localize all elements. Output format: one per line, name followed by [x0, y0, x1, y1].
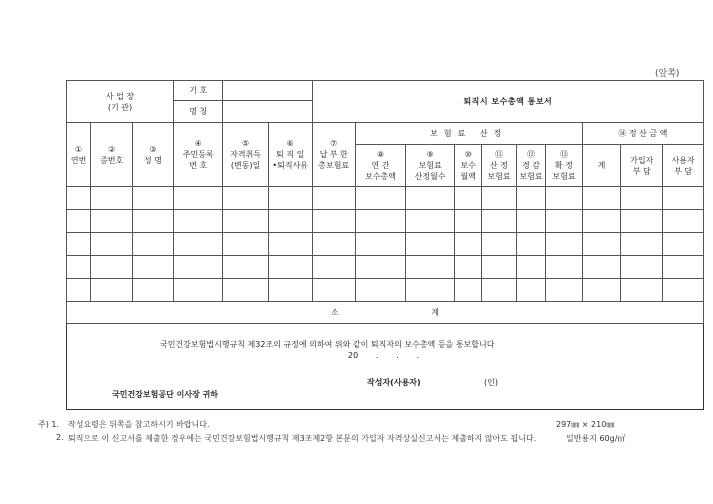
table-cell[interactable] [516, 210, 546, 233]
table-cell[interactable] [546, 279, 582, 302]
table-cell[interactable] [582, 210, 621, 233]
table-cell[interactable] [621, 233, 663, 256]
table-row [67, 210, 704, 233]
table-row [67, 256, 704, 279]
table-cell[interactable] [91, 233, 133, 256]
seal-mark: (인) [484, 378, 498, 387]
table-cell[interactable] [133, 233, 174, 256]
col-final-premium-header: ⑬ 확 정 보험료 [546, 145, 582, 187]
table-cell[interactable] [133, 187, 174, 210]
table-cell[interactable] [482, 256, 516, 279]
table-cell[interactable] [663, 187, 704, 210]
col-annual-pay-header: ⑧ 연 간 보수총액 [355, 145, 406, 187]
table-cell[interactable] [355, 256, 406, 279]
col-monthly-pay-header: ⑩ 보수 월액 [454, 145, 482, 187]
table-cell[interactable] [546, 210, 582, 233]
name-label: 명 칭 [173, 101, 223, 123]
paper-weight: 일반용지 60g/㎡ [566, 434, 626, 443]
col-months-header: ⑨ 보험료 산정월수 [406, 145, 454, 187]
table-cell[interactable] [546, 256, 582, 279]
table-cell[interactable] [173, 279, 223, 302]
table-cell[interactable] [582, 187, 621, 210]
signer-label: 작성자(사용자) [367, 378, 421, 387]
premium-group-header: 보험료 산정 [355, 123, 582, 145]
col-name-header: ③ 성 명 [133, 123, 174, 187]
table-cell[interactable] [223, 233, 268, 256]
table-cell[interactable] [355, 279, 406, 302]
table-cell[interactable] [312, 256, 355, 279]
table-cell[interactable] [406, 256, 454, 279]
code-label: 기 호 [173, 81, 223, 101]
table-cell[interactable] [406, 210, 454, 233]
table-cell[interactable] [355, 187, 406, 210]
table-cell[interactable] [67, 187, 91, 210]
col-employer-share-header: 사용자 부 담 [663, 145, 704, 187]
col-serial-header: ① 연번 [67, 123, 91, 187]
table-cell[interactable] [406, 279, 454, 302]
table-cell[interactable] [546, 187, 582, 210]
subtotal-row [67, 302, 704, 324]
table-cell[interactable] [91, 187, 133, 210]
table-cell[interactable] [582, 256, 621, 279]
table-cell[interactable] [312, 187, 355, 210]
table-cell[interactable] [482, 279, 516, 302]
col-subscriber-share-header: 가입자 부 담 [621, 145, 663, 187]
table-cell[interactable] [312, 279, 355, 302]
table-cell[interactable] [173, 233, 223, 256]
footnote-1: 작성요령은 뒤쪽을 참고하시기 바랍니다. [68, 420, 210, 429]
table-cell[interactable] [454, 256, 482, 279]
table-cell[interactable] [268, 256, 312, 279]
table-cell[interactable] [268, 210, 312, 233]
table-cell[interactable] [67, 210, 91, 233]
table-cell[interactable] [67, 256, 91, 279]
table-cell[interactable] [91, 279, 133, 302]
footnote-prefix: 주) 1. [38, 420, 60, 429]
table-cell[interactable] [355, 233, 406, 256]
table-cell[interactable] [173, 210, 223, 233]
table-row [67, 233, 704, 256]
table-cell[interactable] [516, 187, 546, 210]
subtotal-right: 계 [431, 308, 439, 317]
table-cell[interactable] [663, 210, 704, 233]
notice-text: 국민건강보험법시행규칙 제32조의 규정에 의하여 위와 같이 퇴직자의 보수총액 등을 통보합니다 [160, 340, 495, 349]
table-cell[interactable] [482, 187, 516, 210]
table-cell[interactable] [406, 187, 454, 210]
table-cell[interactable] [621, 279, 663, 302]
page-side-label: (앞쪽) [655, 69, 680, 79]
table-cell[interactable] [663, 256, 704, 279]
table-cell[interactable] [312, 233, 355, 256]
table-cell[interactable] [516, 279, 546, 302]
table-cell[interactable] [91, 256, 133, 279]
table-cell[interactable] [621, 210, 663, 233]
table-cell[interactable] [454, 233, 482, 256]
table-cell[interactable] [355, 210, 406, 233]
table-cell[interactable] [454, 279, 482, 302]
table-cell[interactable] [223, 279, 268, 302]
date-line: 20 . . . [348, 351, 420, 360]
table-cell[interactable] [223, 256, 268, 279]
table-cell[interactable] [223, 187, 268, 210]
table-cell[interactable] [663, 279, 704, 302]
table-cell[interactable] [516, 256, 546, 279]
table-row [67, 187, 704, 210]
table-cell[interactable] [663, 233, 704, 256]
table-cell[interactable] [406, 233, 454, 256]
col-settle-total-header: 계 [582, 145, 621, 187]
recipient: 국민건강보험공단 이사장 귀하 [112, 390, 219, 399]
table-cell[interactable] [223, 210, 268, 233]
table-cell[interactable] [133, 256, 174, 279]
footnote-2: 퇴직으로 이 신고서를 제출한 경우에는 국민건강보험법시행규칙 제3조제2항 본문의 가입자 자격상실신고서는 제출하지 않아도 됩니다. [68, 434, 537, 443]
table-cell[interactable] [67, 233, 91, 256]
footnote-2-number: 2. [56, 433, 64, 442]
table-cell[interactable] [546, 233, 582, 256]
table-cell[interactable] [268, 279, 312, 302]
col-paid-premium-header: ⑦ 납 부 한 총보험료 [312, 123, 355, 187]
table-cell[interactable] [582, 279, 621, 302]
table-row [67, 279, 704, 302]
table-cell[interactable] [621, 187, 663, 210]
table-cell[interactable] [454, 187, 482, 210]
table-cell[interactable] [516, 233, 546, 256]
table-cell[interactable] [173, 256, 223, 279]
table-cell[interactable] [91, 210, 133, 233]
paper-size: 297㎜ × 210㎜ [556, 420, 615, 429]
table-cell[interactable] [582, 233, 621, 256]
col-cert-no-header: ② 증번호 [91, 123, 133, 187]
table-cell[interactable] [268, 187, 312, 210]
code-value-field[interactable] [223, 81, 312, 101]
report-form-table [66, 80, 704, 324]
settlement-group-header: ⑭ 정 산 금 액 [582, 123, 703, 145]
subtotal-left: 소 [330, 308, 339, 317]
org-label-cell [67, 81, 174, 123]
org-label-2: (기 관) [107, 102, 133, 112]
table-cell[interactable] [482, 210, 516, 233]
table-cell[interactable] [268, 233, 312, 256]
col-retirement-date-header: ⑥ 퇴 직 일 •퇴직사유 [268, 123, 312, 187]
name-value-field[interactable] [223, 101, 312, 123]
table-cell[interactable] [482, 233, 516, 256]
col-resident-no-header: ④ 주민등록 번 호 [173, 123, 223, 187]
table-cell[interactable] [67, 279, 91, 302]
table-cell[interactable] [133, 210, 174, 233]
form-title: 퇴직시 보수총액 통보서 [312, 81, 703, 123]
table-cell[interactable] [133, 279, 174, 302]
table-cell[interactable] [621, 256, 663, 279]
col-calc-premium-header: ⑪ 산 정 보험료 [482, 145, 516, 187]
table-cell[interactable] [173, 187, 223, 210]
table-cell[interactable] [454, 210, 482, 233]
data-rows [67, 187, 704, 302]
col-reduced-premium-header: ⑫ 경 감 보험료 [516, 145, 546, 187]
col-qualification-date-header: ⑤ 자격취득 (변동)일 [223, 123, 268, 187]
org-label-1: 사 업 장 [105, 91, 135, 101]
table-cell[interactable] [312, 210, 355, 233]
